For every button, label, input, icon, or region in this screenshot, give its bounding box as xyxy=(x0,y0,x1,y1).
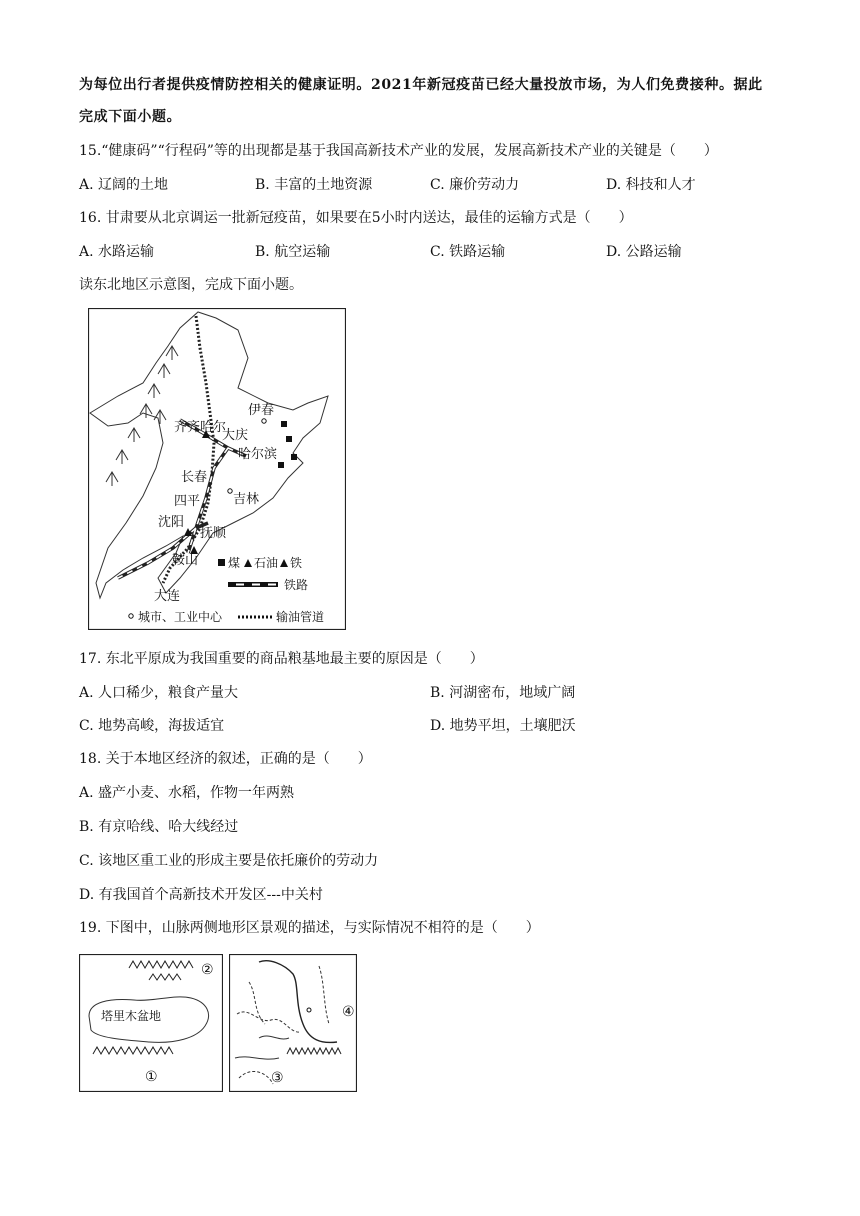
city-siping: 四平 xyxy=(174,494,201,509)
legend-coal: 煤 xyxy=(228,556,241,570)
legend-iron: 铁 xyxy=(290,556,303,570)
q18-option-d[interactable]: D. 有我国首个高新技术开发区---中关村 xyxy=(79,887,323,903)
q18-option-c[interactable]: C. 该地区重工业的形成主要是依托廉价的劳动力 xyxy=(79,853,379,869)
city-fushun: 抚顺 xyxy=(200,526,227,541)
question-19-stem: 19. 下图中，山脉两侧地形区景观的描述，与实际情况不相符的是（ ） xyxy=(79,920,540,936)
q17-option-d[interactable]: D. 地势平坦，土壤肥沃 xyxy=(430,718,576,734)
city-qiqihar: 齐齐哈尔 xyxy=(174,420,227,435)
city-jilin: 吉林 xyxy=(233,492,260,507)
q18-option-b[interactable]: B. 有京哈线、哈大线经过 xyxy=(79,819,239,835)
marker-2: ② xyxy=(201,962,214,978)
marker-1: ① xyxy=(145,1069,158,1085)
marker-3: ③ xyxy=(271,1070,284,1086)
qinling-map xyxy=(229,954,357,1092)
legend-oil: 石油 xyxy=(254,556,279,570)
question-15-stem: 15.“健康码”“行程码”等的出现都是基于我国高新技术产业的发展，发展高新技术产业的关键是（ ） xyxy=(79,143,718,159)
question-17-stem: 17. 东北平原成为我国重要的商品粮基地最主要的原因是（ ） xyxy=(79,651,484,667)
city-harbin: 哈尔滨 xyxy=(238,447,278,462)
basin-label: 塔里木盆地 xyxy=(101,1009,162,1023)
city-daqing: 大庆 xyxy=(222,428,249,443)
q17-option-a[interactable]: A. 人口稀少，粮食产量大 xyxy=(79,685,239,701)
q16-option-c[interactable]: C. 铁路运输 xyxy=(430,244,506,260)
q18-option-a[interactable]: A. 盛产小麦、水稻，作物一年两熟 xyxy=(79,785,295,801)
q17-option-b[interactable]: B. 河湖密布，地域广阔 xyxy=(430,685,576,701)
intro-line-2: 完成下面小题。 xyxy=(79,109,182,125)
q15-option-d[interactable]: D. 科技和人才 xyxy=(606,177,696,193)
q15-option-a[interactable]: A. 辽阔的土地 xyxy=(79,177,169,193)
intro-line-1: 为每位出行者提供疫情防控相关的健康证明。2021年新冠疫苗已经大量投放市场，为人们免费接种。据此 xyxy=(79,77,763,93)
q16-option-d[interactable]: D. 公路运输 xyxy=(606,244,682,260)
map-intro: 读东北地区示意图，完成下面小题。 xyxy=(79,277,303,293)
legend-city: 城市、工业中心 xyxy=(138,610,223,624)
city-anshan: 鞍山 xyxy=(172,553,199,568)
q17-option-c[interactable]: C. 地势高峻，海拔适宜 xyxy=(79,718,225,734)
marker-4: ④ xyxy=(342,1004,355,1020)
city-dalian: 大连 xyxy=(154,589,181,604)
legend-railway: 铁路 xyxy=(284,578,309,592)
q16-option-a[interactable]: A. 水路运输 xyxy=(79,244,155,260)
q16-option-b[interactable]: B. 航空运输 xyxy=(255,244,331,260)
question-16-stem: 16. 甘肃要从北京调运一批新冠疫苗，如果要在5小时内送达，最佳的运输方式是（ ） xyxy=(79,210,633,226)
tarim-map xyxy=(79,954,223,1092)
city-yichun: 伊春 xyxy=(248,403,275,418)
city-changchun: 长春 xyxy=(181,470,208,485)
question-18-stem: 18. 关于本地区经济的叙述，正确的是（ ） xyxy=(79,751,372,767)
northeast-map xyxy=(88,308,346,630)
legend-pipeline: 输油管道 xyxy=(276,610,325,624)
city-shenyang: 沈阳 xyxy=(158,515,185,530)
q15-option-b[interactable]: B. 丰富的土地资源 xyxy=(255,177,373,193)
q15-option-c[interactable]: C. 廉价劳动力 xyxy=(430,177,520,193)
